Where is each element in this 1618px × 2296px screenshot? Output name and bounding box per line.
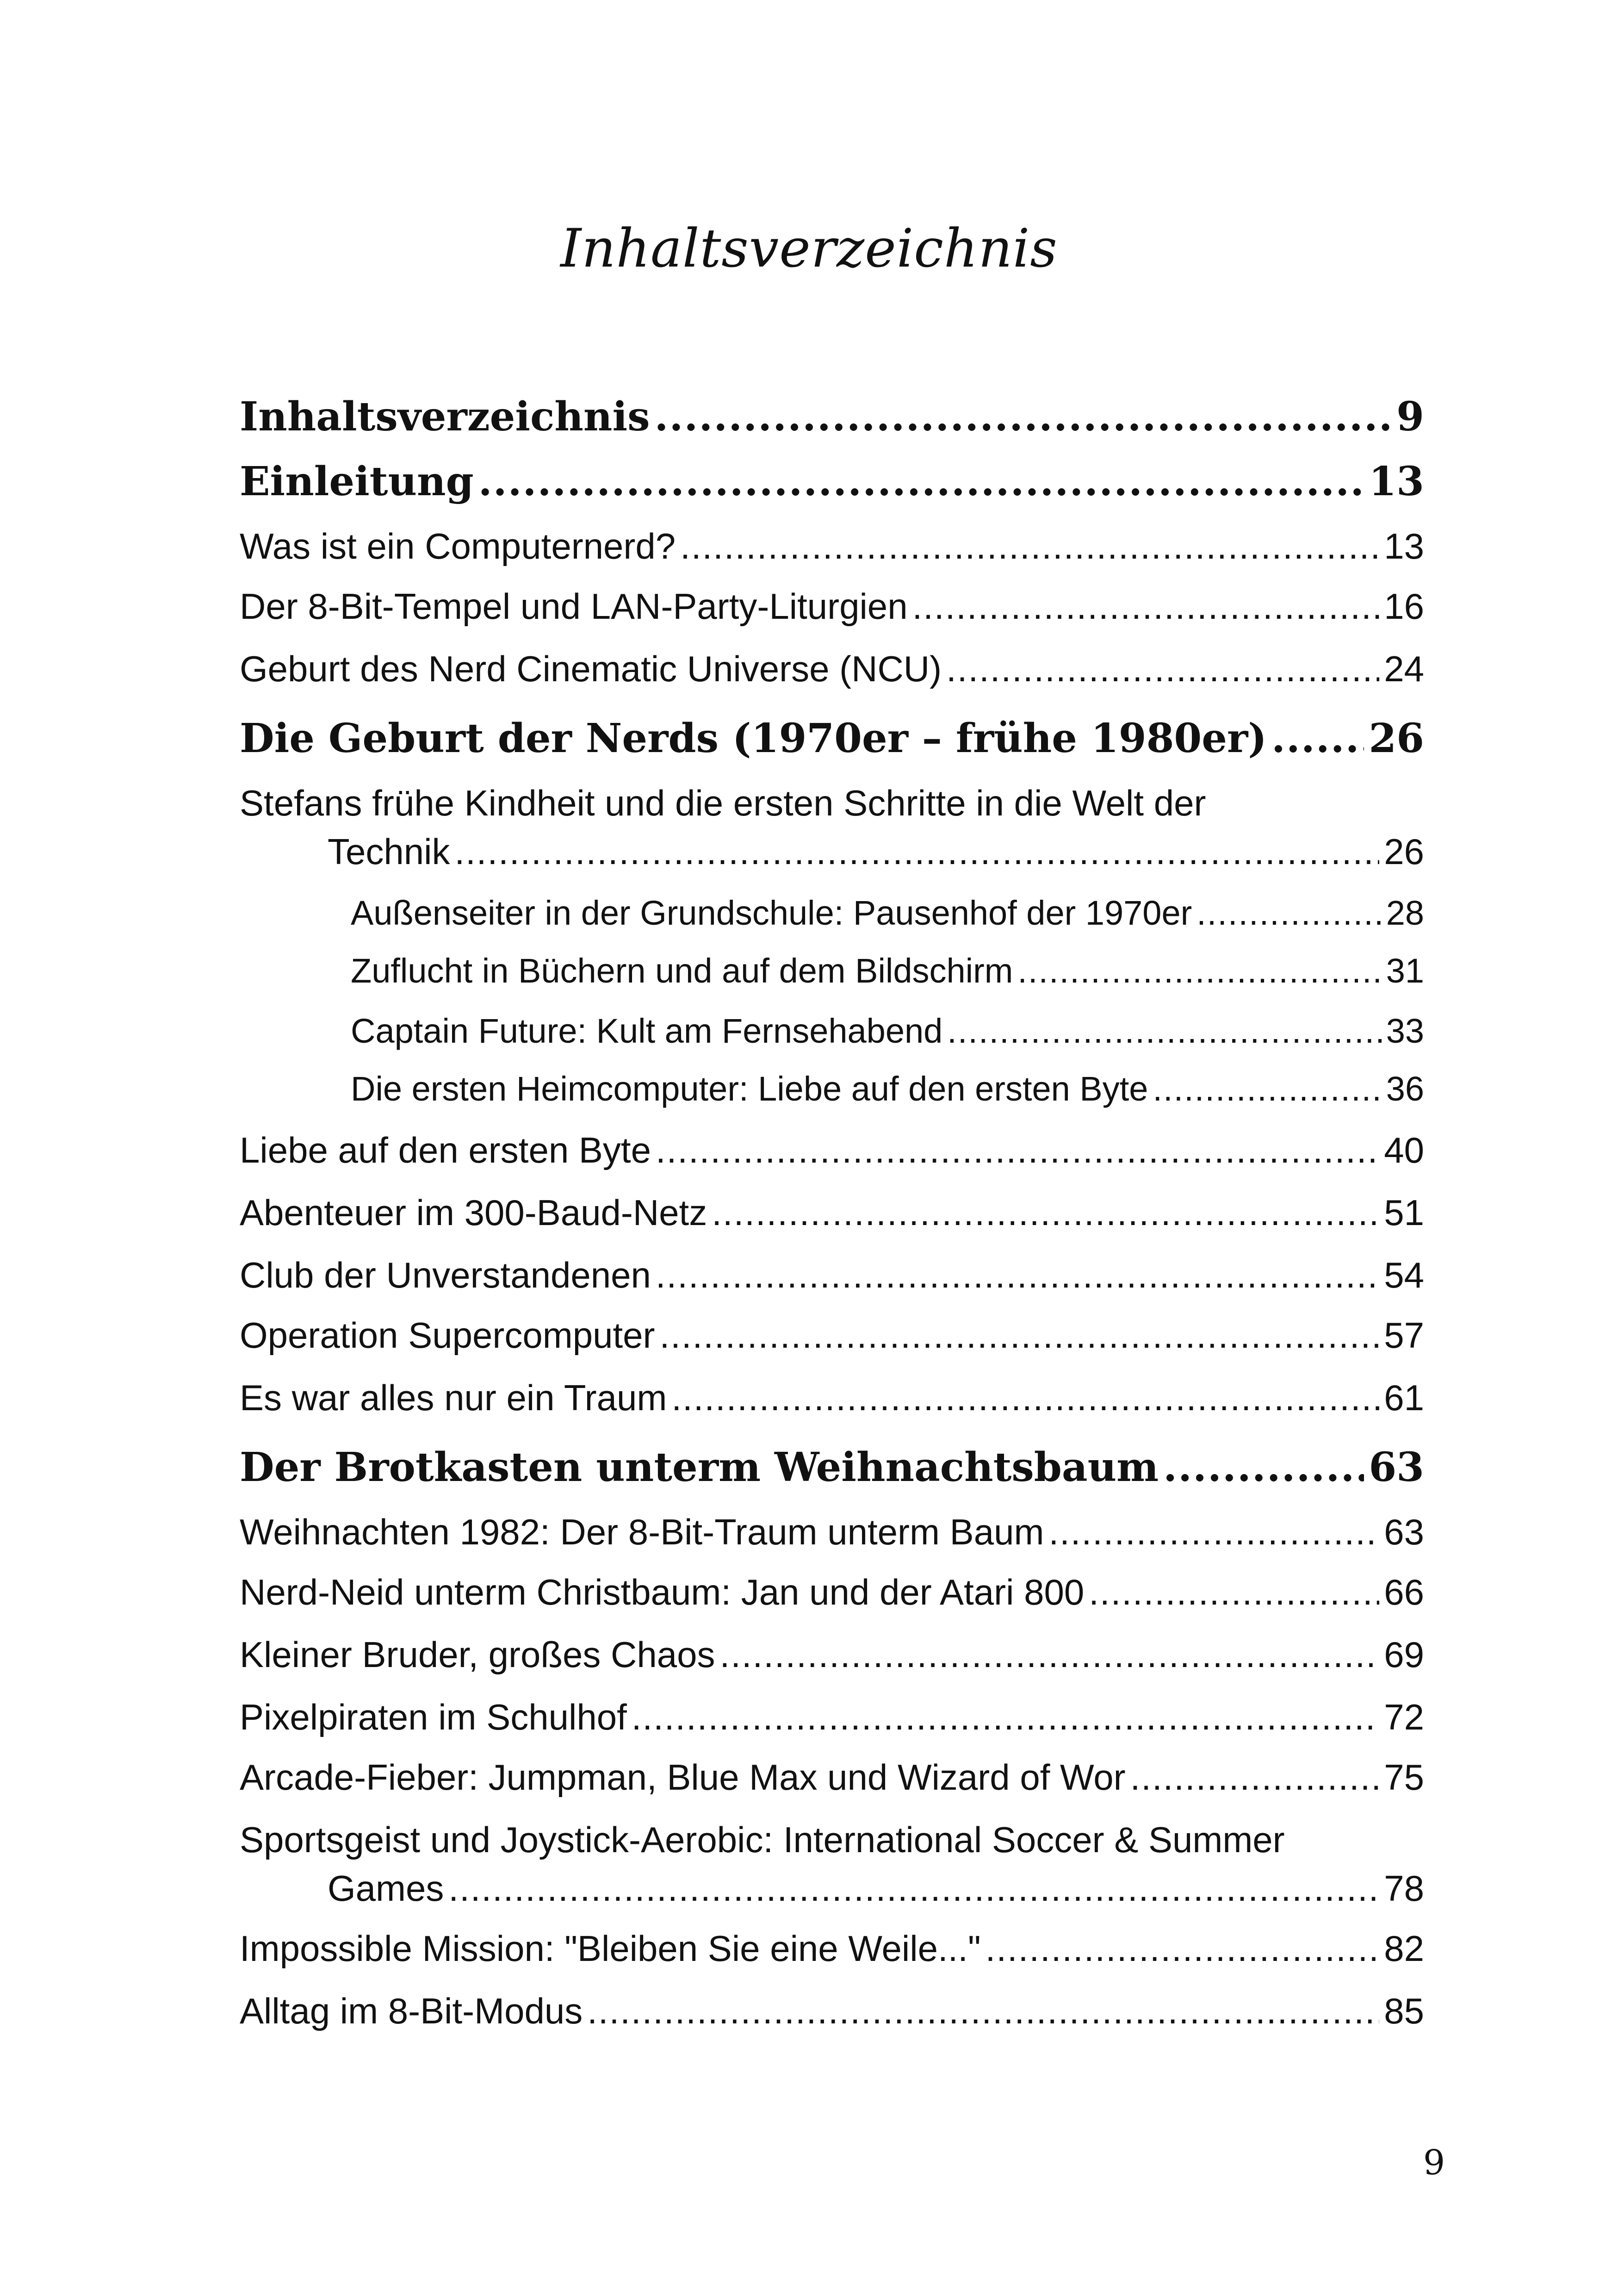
toc-entry-title: Einleitung (240, 458, 474, 505)
toc-entry-title: Arcade-Fieber: Jumpman, Blue Max und Wizard of Wor (240, 1757, 1126, 1798)
toc-entry-page: 57 (1384, 1315, 1424, 1356)
toc-entry-title: Abenteuer im 300-Baud-Netz (240, 1192, 707, 1233)
toc-entry[interactable] (240, 1756, 1424, 1798)
toc-entry-title: Liebe auf den ersten Byte (240, 1130, 651, 1170)
toc-entry-title: Operation Supercomputer (240, 1315, 655, 1356)
toc-entry-title: Geburt des Nerd Cinematic Universe (NCU) (240, 648, 942, 689)
toc-entry-page: 82 (1384, 1928, 1424, 1969)
toc-subentry[interactable] (351, 951, 1424, 990)
toc-entry-page: 75 (1384, 1757, 1424, 1798)
toc-entry-title-continued: Games (328, 1868, 444, 1909)
toc-entry-page: 13 (1384, 526, 1424, 566)
toc-entry[interactable] (240, 525, 1424, 567)
toc-subentry[interactable] (351, 1069, 1424, 1108)
toc-leader (1048, 1511, 1379, 1553)
toc-entry-page: 28 (1386, 894, 1424, 932)
toc-entry[interactable] (240, 1928, 1424, 1970)
toc-entry-page: 31 (1386, 952, 1424, 990)
toc-entry[interactable] (240, 1444, 1424, 1491)
toc-entry[interactable] (240, 1990, 1424, 2032)
toc-entry-title: Inhaltsverzeichnis (240, 393, 650, 440)
toc-subentry[interactable] (351, 893, 1424, 933)
toc-leader (656, 1129, 1379, 1171)
toc-entry-page: 24 (1384, 648, 1424, 689)
toc-entry-title: Weihnachten 1982: Der 8-Bit-Traum unterm Baum (240, 1512, 1044, 1552)
toc-leader (986, 1928, 1380, 1970)
toc-leader (448, 1867, 1379, 1910)
toc-leader (712, 1192, 1379, 1234)
toc-entry-title: Nerd-Neid unterm Christbaum: Jan und der Atari 800 (240, 1572, 1085, 1612)
toc-entry-page: 78 (1384, 1868, 1424, 1909)
toc-entry-title: Sportsgeist und Joystick-Aerobic: International Soccer & Summer (240, 1819, 1285, 1860)
toc-entry-page: 26 (1369, 715, 1424, 762)
toc-entry[interactable] (240, 1634, 1424, 1676)
toc-entry-page: 66 (1384, 1572, 1424, 1612)
toc-entry-title: Es war alles nur ein Traum (240, 1377, 667, 1418)
toc-entry-title: Der Brotkasten unterm Weihnachtsbaum (240, 1444, 1159, 1491)
toc-subentry[interactable] (351, 1011, 1424, 1051)
toc-leader (587, 1990, 1379, 2032)
toc-entry-page: 13 (1369, 458, 1424, 505)
toc-leader (656, 1254, 1379, 1296)
toc-entry-title: Kleiner Bruder, großes Chaos (240, 1634, 715, 1675)
toc-entry-title: Pixelpiraten im Schulhof (240, 1697, 627, 1737)
toc-leader (680, 525, 1379, 567)
toc-leader (660, 1314, 1380, 1356)
toc-entry-page: 63 (1369, 1444, 1424, 1491)
toc-entry-line1[interactable] (240, 782, 1424, 824)
toc-entry-line1[interactable] (240, 1819, 1424, 1861)
toc-entry-title: Stefans frühe Kindheit und die ersten Schritte in die Welt der (240, 783, 1206, 823)
toc-entry-page: 63 (1384, 1512, 1424, 1552)
toc-leader (912, 585, 1380, 628)
toc-entry[interactable] (240, 1511, 1424, 1553)
toc-entry[interactable] (240, 1571, 1424, 1613)
toc-entry[interactable] (240, 1314, 1424, 1356)
toc-leader (478, 458, 1364, 505)
toc-leader (1196, 893, 1381, 933)
toc-entry[interactable] (240, 1254, 1424, 1296)
toc-entry[interactable] (240, 1192, 1424, 1234)
toc-leader (1017, 951, 1381, 990)
toc-leader (946, 648, 1379, 690)
page-number: 9 (1423, 2143, 1445, 2183)
toc-entry-page: 61 (1384, 1377, 1424, 1418)
toc-entry[interactable] (240, 393, 1424, 440)
toc-entry-page: 40 (1384, 1130, 1424, 1170)
toc-entry-line2[interactable] (328, 831, 1424, 873)
toc-entry[interactable] (240, 1129, 1424, 1171)
toc-entry-line2[interactable] (328, 1867, 1424, 1910)
toc-leader (1130, 1756, 1380, 1798)
toc-leader (1153, 1069, 1381, 1108)
table-of-contents (240, 0, 1424, 2296)
toc-entry-title: Außenseiter in der Grundschule: Pausenhof der 1970er (351, 894, 1192, 932)
toc-leader (1271, 715, 1364, 762)
toc-entry-page: 36 (1386, 1070, 1424, 1108)
toc-leader (655, 393, 1392, 440)
toc-entry-title: Captain Future: Kult am Fernsehabend (351, 1012, 943, 1050)
toc-entry-page: 26 (1384, 831, 1424, 872)
toc-entry-title: Die Geburt der Nerds (1970er – frühe 1980er) (240, 715, 1267, 762)
toc-entry-title: Was ist ein Computernerd? (240, 526, 676, 566)
toc-entry[interactable] (240, 458, 1424, 505)
toc-entry-title: Die ersten Heimcomputer: Liebe auf den ersten Byte (351, 1070, 1148, 1108)
toc-entry[interactable] (240, 648, 1424, 690)
toc-entry-title: Alltag im 8-Bit-Modus (240, 1991, 583, 2031)
toc-leader (947, 1011, 1381, 1051)
toc-leader (454, 831, 1379, 873)
page-title: Inhaltsverzeichnis (560, 218, 1058, 279)
toc-entry-page: 85 (1384, 1991, 1424, 2031)
toc-entry[interactable] (240, 1696, 1424, 1738)
toc-entry[interactable] (240, 1377, 1424, 1419)
toc-entry-page: 51 (1384, 1192, 1424, 1233)
toc-leader (632, 1696, 1379, 1738)
toc-entry-title: Der 8-Bit-Tempel und LAN-Party-Liturgien (240, 586, 908, 627)
toc-entry-page: 16 (1384, 586, 1424, 627)
toc-leader (1163, 1444, 1364, 1491)
toc-entry-page: 9 (1396, 393, 1424, 440)
toc-leader (671, 1377, 1379, 1419)
toc-leader (1089, 1571, 1379, 1613)
toc-entry-page: 69 (1384, 1634, 1424, 1675)
toc-entry[interactable] (240, 585, 1424, 628)
toc-leader (720, 1634, 1380, 1676)
toc-entry[interactable] (240, 715, 1424, 762)
toc-entry-title-continued: Technik (328, 831, 450, 872)
toc-entry-page: 72 (1384, 1697, 1424, 1737)
toc-entry-page: 33 (1386, 1012, 1424, 1050)
toc-entry-page: 54 (1384, 1255, 1424, 1295)
toc-entry-title: Club der Unverstandenen (240, 1255, 651, 1295)
toc-entry-title: Impossible Mission: "Bleiben Sie eine Weile..." (240, 1928, 981, 1969)
toc-entry-title: Zuflucht in Büchern und auf dem Bildschirm (351, 952, 1013, 990)
